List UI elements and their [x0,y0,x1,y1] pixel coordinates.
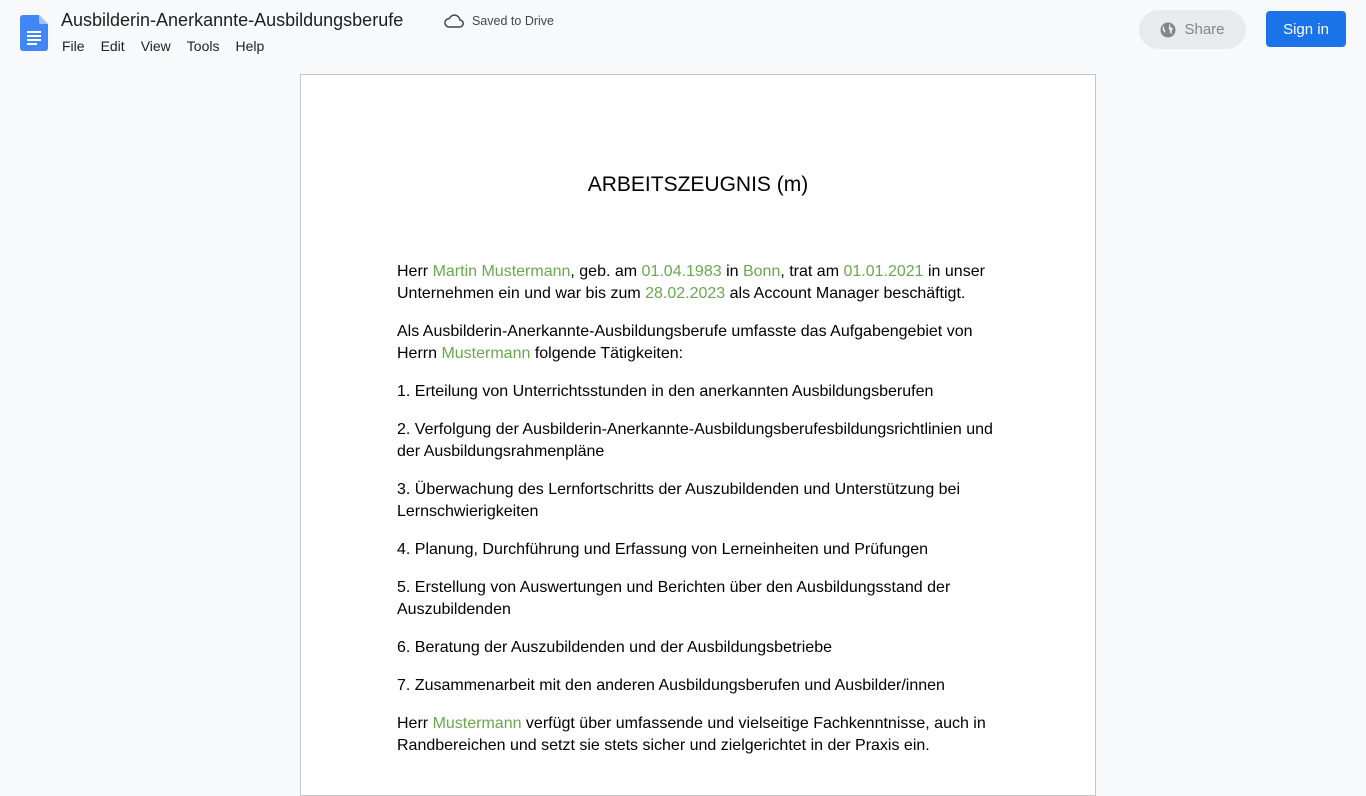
menu-bar [54,36,272,56]
task-item: 3. Überwachung des Lernfortschritts der Auszubildenden und Unterstützung bei Lernschwierigkeiten [397,481,961,520]
paragraph-skills: Herr Mustermann verfügt über umfassende und vielseitige Fachkenntnisse, auch in Randbereichen und setzt sie stets sicher und zielgerichtet in der Praxis ein. [397,715,986,754]
document-page[interactable] [300,74,1096,796]
paragraph-tasks-intro: Als Ausbilderin-Anerkannte-Ausbildungsberufe umfasste das Aufgabengebiet von Herrn Mustermann folgende Tätigkeiten: [397,323,973,362]
task-item: 7. Zusammenarbeit mit den anderen Ausbildungsberufen und Ausbilder/innen [397,677,945,694]
task-item: 1. Erteilung von Unterrichtsstunden in den anerkannten Ausbildungsberufen [397,383,934,400]
sign-in-button[interactable]: Sign in [1266,11,1346,47]
menu-edit[interactable]: Edit [100,38,125,54]
paragraph-intro: Herr Martin Mustermann, geb. am 01.04.1983 in Bonn, trat am 01.01.2021 in unser Unternehmen ein und war bis zum 28.02.2023 als Account Manager beschäftigt. [397,263,985,302]
google-docs-icon[interactable] [20,15,48,51]
menu-tools[interactable]: Tools [186,38,220,54]
task-item: 5. Erstellung von Auswertungen und Berichten über den Ausbildungsstand der Auszubildenden [397,579,951,618]
task-item: 6. Beratung der Auszubildenden und der Ausbildungsbetriebe [397,639,832,656]
end-date: 28.02.2023 [645,285,726,302]
document-body [397,261,1007,773]
task-item: 2. Verfolgung der Ausbilderin-Anerkannte-Ausbildungsberufesbildungsrichtlinien und der Ausbildungsrahmenpläne [397,421,993,460]
birth-date: 01.04.1983 [641,263,722,280]
share-label: Share [1184,21,1225,38]
saved-status[interactable] [444,14,554,28]
task-item: 4. Planung, Durchführung und Erfassung von Lerneinheiten und Prüfungen [397,541,929,558]
birth-city: Bonn [742,263,781,280]
saved-status-label: Saved to Drive [472,14,554,28]
top-bar [0,0,1366,64]
menu-file[interactable]: File [62,38,85,54]
start-date: 01.01.2021 [843,263,924,280]
document-title[interactable]: Ausbilderin-Anerkannte-Ausbildungsberufe [61,10,404,30]
menu-help[interactable]: Help [235,38,265,54]
share-button[interactable] [1139,10,1246,49]
document-heading: ARBEITSZEUGNIS (m) [587,173,809,196]
cloud-done-icon [444,14,464,28]
employee-name: Martin Mustermann [432,263,571,280]
globe-icon [1160,22,1176,38]
menu-view[interactable]: View [140,38,171,54]
employee-surname: Mustermann [432,715,522,732]
employee-surname: Mustermann [441,345,531,362]
